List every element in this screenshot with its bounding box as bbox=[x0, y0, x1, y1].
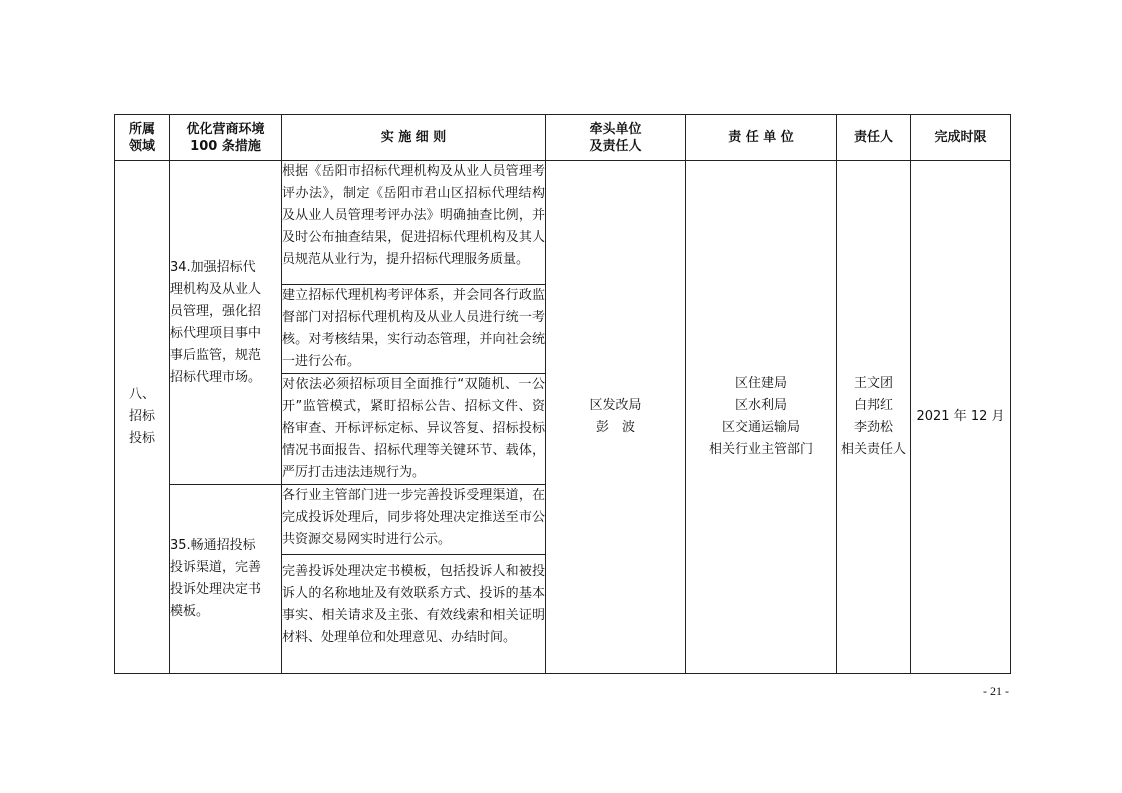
detail-35-2: 完善投诉处理决定书模板，包括投诉人和被投诉人的名称地址及有效联系方式、投诉的基本事实、相关请求及主张、有效线索和相关证明材料、处理单位和处理意见、办结时间。 bbox=[282, 555, 546, 674]
responsible-persons-cell: 王文团 白邦红 李劲松 相关责任人 bbox=[837, 161, 911, 674]
deadline-cell: 2021 年 12 月 bbox=[911, 161, 1011, 674]
header-deadline: 完成时限 bbox=[911, 115, 1011, 161]
header-row bbox=[115, 115, 1011, 161]
page-number: - 21 - bbox=[983, 684, 1009, 698]
detail-34-1: 根据《岳阳市招标代理机构及从业人员管理考评办法》，制定《岳阳市君山区招标代理结构及从业人员管理考评办法》明确抽查比例，并及时公布抽查结果，促进招标代理机构及其人员规范从业行为，提升招标代理服务质量。 bbox=[282, 161, 546, 285]
header-field: 所属 领域 bbox=[115, 115, 170, 161]
field-cell: 八、 招标 投标 bbox=[115, 161, 170, 674]
measure-34-cell: 34.加强招标代 理机构及从业人 员管理，强化招 标代理项目事中 事后监管，规范 招标代理市场。 bbox=[170, 161, 282, 485]
detail-35-1: 各行业主管部门进一步完善投诉受理渠道，在完成投诉处理后，同步将处理决定推送至市公共资源交易网实时进行公示。 bbox=[282, 485, 546, 555]
header-units: 责 任 单 位 bbox=[686, 115, 837, 161]
detail-34-3: 对依法必须招标项目全面推行“双随机、一公开”监管模式，紧盯招标公告、招标文件、资格审查、开标评标定标、异议答复、招标投标情况书面报告、招标代理等关键环节、载体，严厉打击违法违规行为。 bbox=[282, 374, 546, 485]
header-person: 责任人 bbox=[837, 115, 911, 161]
responsible-units-cell: 区住建局 区水利局 区交通运输局 相关行业主管部门 bbox=[686, 161, 837, 674]
table-row bbox=[115, 161, 1011, 285]
detail-34-2: 建立招标代理机构考评体系，并会同各行政监督部门对招标代理机构及从业人员进行统一考核。对考核结果，实行动态管理，并向社会统一进行公布。 bbox=[282, 285, 546, 374]
measures-table bbox=[114, 114, 1011, 674]
header-measures: 优化营商环境 100 条措施 bbox=[170, 115, 282, 161]
header-details: 实 施 细 则 bbox=[282, 115, 546, 161]
lead-unit-cell: 区发改局 彭 波 bbox=[546, 161, 686, 674]
header-lead: 牵头单位 及责任人 bbox=[546, 115, 686, 161]
measure-35-cell: 35.畅通招投标 投诉渠道，完善 投诉处理决定书 模板。 bbox=[170, 485, 282, 674]
